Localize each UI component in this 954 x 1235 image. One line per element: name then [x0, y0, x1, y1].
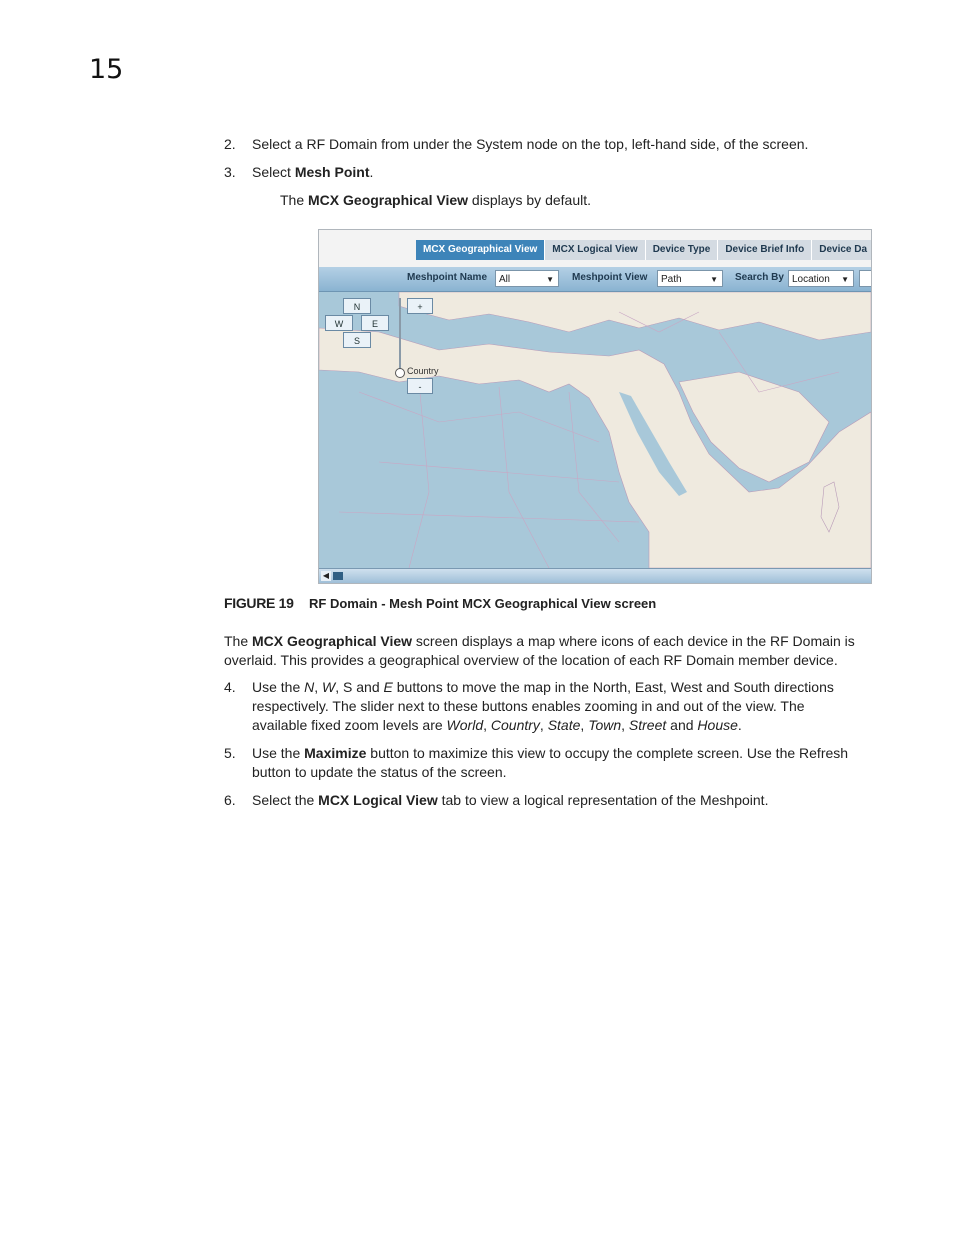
step-line — [252, 678, 872, 697]
text-run: The — [224, 633, 253, 649]
pan-west-button[interactable]: W — [325, 315, 353, 331]
ui-term: MCX Geographical View — [308, 192, 469, 208]
step-text — [252, 163, 373, 182]
pan-east-button[interactable]: E — [361, 315, 389, 331]
tab-device-brief-info[interactable]: Device Brief Info — [718, 240, 812, 260]
text-run: , S and — [335, 679, 384, 695]
dropdown-arrow-icon: ▼ — [710, 275, 718, 284]
zoom-in-button[interactable]: + — [407, 298, 433, 314]
italic-term: Country — [490, 717, 540, 733]
text-run: Use the — [252, 679, 305, 695]
description-paragraph — [224, 632, 874, 670]
text-run: Select the — [252, 792, 319, 808]
default-view-note — [280, 191, 591, 210]
scroll-thumb[interactable] — [333, 572, 343, 580]
world-map[interactable] — [319, 292, 871, 568]
step-number: 6. — [224, 792, 236, 808]
zoom-out-button[interactable]: - — [407, 378, 433, 394]
dropdown-arrow-icon: ▼ — [546, 275, 554, 284]
meshpoint-name-label: Meshpoint Name — [407, 272, 488, 283]
step-line: respectively. The slider next to these buttons enables zooming in and out of the view. The — [252, 698, 805, 714]
text-run: available fixed zoom levels are — [252, 717, 447, 733]
text-run: screen displays a map where icons of each device in the RF Domain is — [412, 633, 855, 649]
step-number: 4. — [224, 679, 236, 695]
text-run: , — [483, 717, 491, 733]
text-run: Use the — [252, 745, 305, 761]
text-run: buttons to move the map in the North, East, West and South directions — [392, 679, 834, 695]
search-by-select[interactable] — [788, 270, 854, 287]
text-run: The — [280, 192, 309, 208]
meshpoint-view-select[interactable] — [657, 270, 723, 287]
step-line: button to update the status of the screen. — [252, 764, 507, 780]
ui-term: MCX Logical View — [318, 792, 438, 808]
tab-mcx-geographical-view[interactable]: MCX Geographical View — [416, 240, 545, 260]
meshpoint-view-label: Meshpoint View — [572, 272, 648, 283]
ui-term: MCX Geographical View — [252, 633, 413, 649]
dropdown-arrow-icon: ▼ — [841, 275, 849, 284]
tab-device-details[interactable]: Device Da — [812, 240, 872, 260]
step-text — [252, 744, 872, 782]
text-run: , — [621, 717, 629, 733]
step-line — [252, 716, 872, 735]
search-by-label: Search By — [735, 272, 784, 283]
ui-term: Maximize — [304, 745, 367, 761]
meshpoint-name-select[interactable] — [495, 270, 559, 287]
italic-term: State — [547, 717, 581, 733]
zoom-level-label: Country — [407, 366, 439, 376]
zoom-slider-track[interactable] — [399, 298, 401, 372]
italic-term: World — [446, 717, 484, 733]
map-toolbar — [319, 267, 871, 292]
italic-term: Town — [588, 717, 622, 733]
select-value: Location — [792, 274, 830, 285]
step-text — [252, 791, 768, 810]
italic-term: House — [697, 717, 738, 733]
geographical-view-screenshot — [318, 229, 872, 584]
pan-north-button[interactable]: N — [343, 298, 371, 314]
figure-title: RF Domain - Mesh Point MCX Geographical View screen — [309, 596, 657, 611]
figure-caption — [224, 594, 657, 613]
horizontal-scrollbar[interactable] — [319, 568, 871, 583]
text-run: displays by default. — [468, 192, 591, 208]
paragraph-line: overlaid. This provides a geographical overview of the location of each RF Domain member device. — [224, 652, 838, 668]
map-graphic — [319, 292, 871, 568]
text-run: . — [737, 717, 742, 733]
text-run: button to maximize this view to occupy the complete screen. Use the Refresh — [366, 745, 849, 761]
step-line — [252, 744, 872, 763]
step-number: 3. — [224, 164, 236, 180]
italic-term: W — [322, 679, 336, 695]
pan-south-button[interactable]: S — [343, 332, 371, 348]
step-text — [252, 678, 872, 735]
select-value: All — [499, 274, 511, 285]
scroll-left-arrow-icon[interactable]: ◀ — [322, 571, 330, 580]
paragraph-line — [224, 632, 874, 651]
select-value: Path — [661, 274, 682, 285]
text-run: , — [580, 717, 589, 733]
text-run: tab to view a logical representation of the Meshpoint. — [437, 792, 769, 808]
italic-term: N — [304, 679, 315, 695]
text-run: Select — [252, 164, 295, 180]
chapter-number: 15 — [89, 54, 124, 85]
ui-term: Mesh Point — [294, 164, 370, 180]
search-input[interactable] — [859, 270, 872, 287]
text-run: and — [666, 717, 698, 733]
italic-term: E — [383, 679, 393, 695]
italic-term: Street — [628, 717, 667, 733]
view-tabs — [416, 240, 872, 260]
text-run: . — [369, 164, 374, 180]
step-number: 2. — [224, 136, 236, 152]
text-run: , — [539, 717, 548, 733]
figure-label: FIGURE 19 — [224, 595, 294, 611]
text-run: , — [314, 679, 323, 695]
zoom-slider-handle[interactable] — [395, 368, 405, 378]
step-text: Select a RF Domain from under the System node on the top, left-hand side, of the screen. — [252, 136, 809, 152]
step-number: 5. — [224, 745, 236, 761]
tab-mcx-logical-view[interactable]: MCX Logical View — [545, 240, 645, 260]
tab-device-type[interactable]: Device Type — [646, 240, 719, 260]
